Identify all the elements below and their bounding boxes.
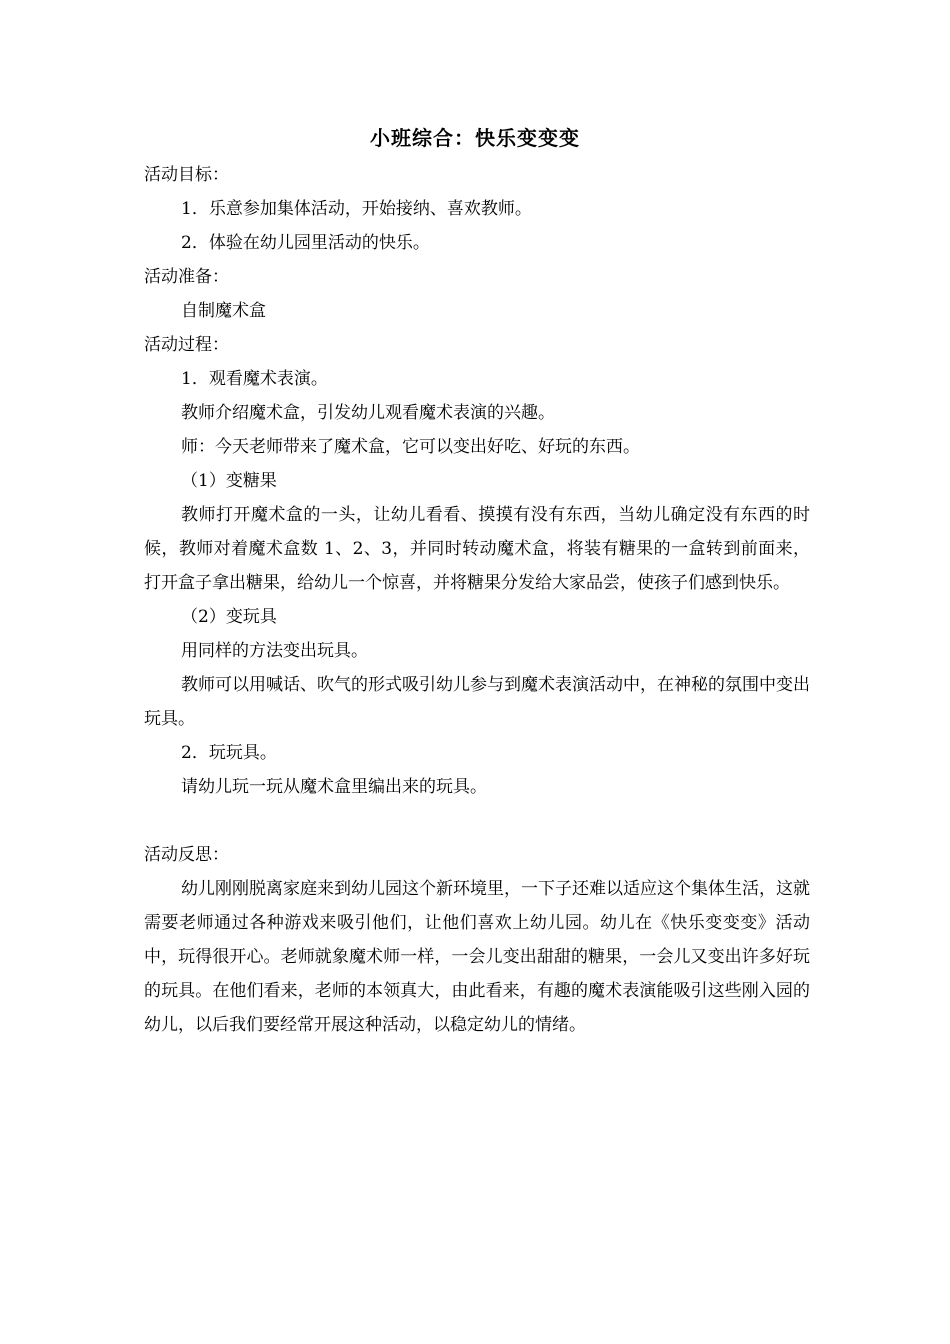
- reflection-text: 幼儿刚刚脱离家庭来到幼儿园这个新环境里，一下子还难以适应这个集体生活，这就需要老师通过各种游戏来吸引他们，让他们喜欢上幼儿园。幼儿在《快乐变变变》活动中，玩得很开心。老师就象魔术师一样，一会儿变出甜甜的糖果，一会儿又变出许多好玩的玩具。在他们看来，老师的本领真大，由此看来，有趣的魔术表演能吸引这些刚入园的幼儿，以后我们要经常开展这种活动，以稳定幼儿的情绪。: [144, 879, 810, 1035]
- document-body: [144, 158, 810, 1042]
- goal-item-2: 2．体验在幼儿园里活动的快乐。: [181, 233, 430, 253]
- process-step-2: 2．玩玩具。: [181, 743, 277, 763]
- substep-2-heading: （2）变玩具: [181, 607, 277, 627]
- substep-1-text: 教师打开魔术盒的一头，让幼儿看看、摸摸有没有东西，当幼儿确定没有东西的时候，教师对着魔术盒数 1、2、3，并同时转动魔术盒，将装有糖果的一盒转到前面来，打开盒子拿出糖果，给幼儿一个惊喜，并将糖果分发给大家品尝，使孩子们感到快乐。: [144, 505, 810, 593]
- goal-item-1: 1．乐意参加集体活动，开始接纳、喜欢教师。: [181, 199, 532, 219]
- process-heading: 活动过程：: [144, 335, 229, 355]
- document-title: 小班综合：快乐变变变: [370, 126, 580, 150]
- prep-heading: 活动准备：: [144, 267, 229, 287]
- process-step-1-teacher-line: 师：今天老师带来了魔术盒，它可以变出好吃、好玩的东西。: [181, 437, 640, 457]
- blank-line: [144, 804, 810, 838]
- substep-2-text: 用同样的方法变出玩具。: [181, 641, 368, 661]
- process-step-2-text: 请幼儿玩一玩从魔术盒里编出来的玩具。: [181, 777, 487, 797]
- substep-1-heading: （1）变糖果: [181, 471, 277, 491]
- prep-item: 自制魔术盒: [181, 301, 266, 321]
- goals-heading: 活动目标：: [144, 165, 229, 185]
- process-step-1: 1．观看魔术表演。: [181, 369, 328, 389]
- reflection-heading: 活动反思：: [144, 845, 229, 865]
- substep-2-text-2: 教师可以用喊话、吹气的形式吸引幼儿参与到魔术表演活动中，在神秘的氛围中变出玩具。: [144, 675, 810, 729]
- process-step-1-intro: 教师介绍魔术盒，引发幼儿观看魔术表演的兴趣。: [181, 403, 555, 423]
